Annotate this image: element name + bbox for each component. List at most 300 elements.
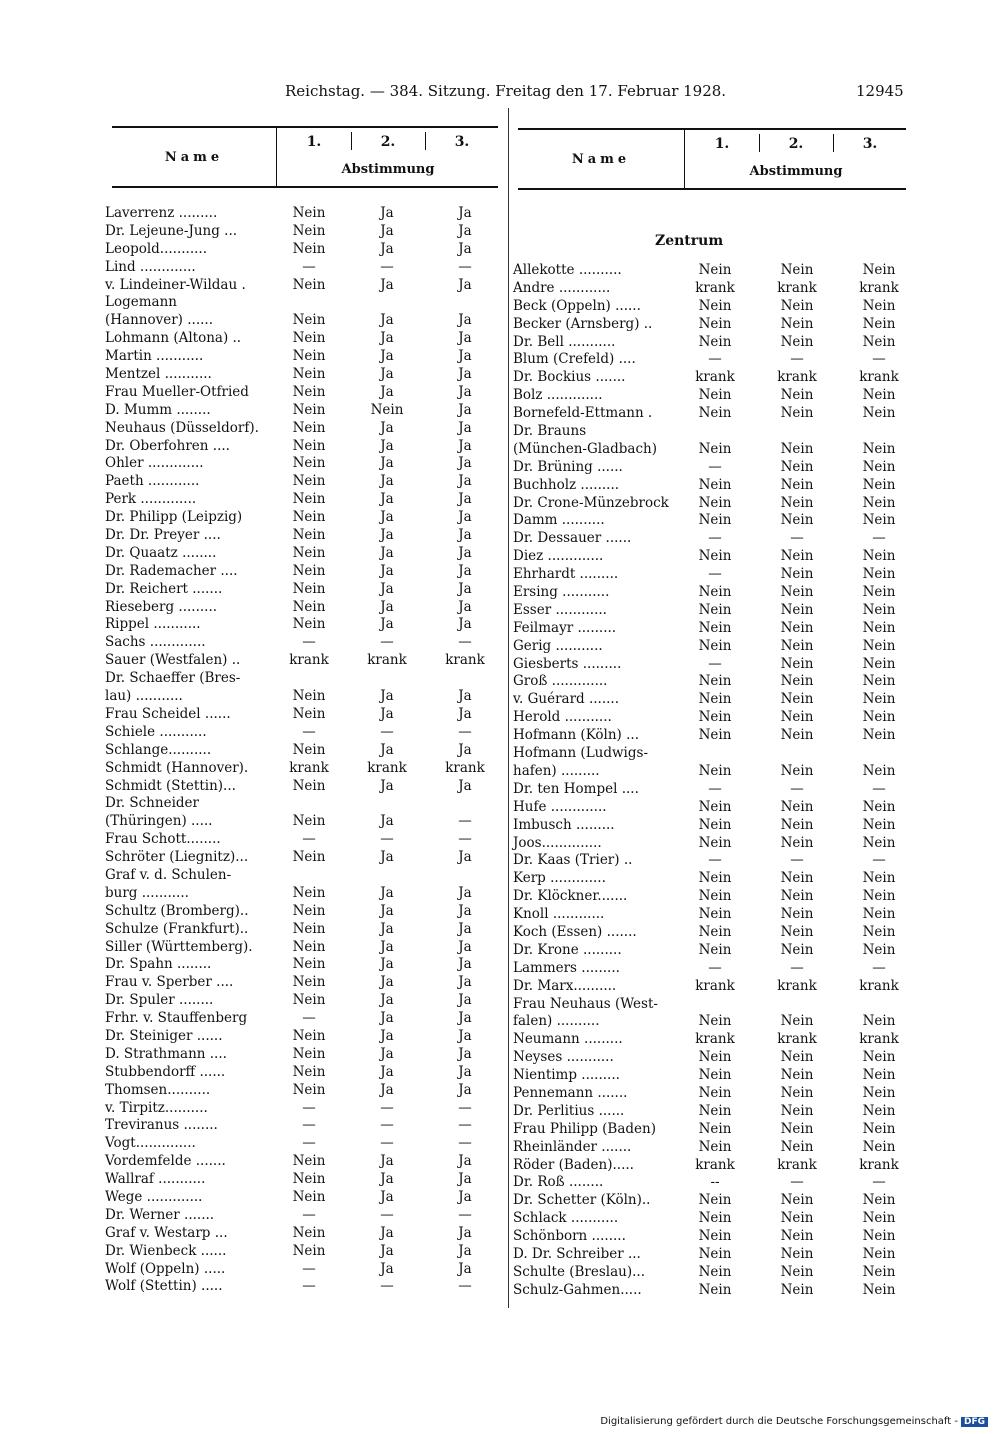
vote-3: Ja (458, 205, 472, 221)
member-name: Koch (Essen) ....... (513, 923, 637, 940)
vote-1: Nein (698, 262, 732, 278)
member-name: Dr. Kaas (Trier) .. (513, 852, 633, 869)
vote-1: Nein (292, 222, 326, 239)
table-row (105, 813, 505, 831)
table-row (513, 351, 913, 369)
vote-1: Nein (292, 1224, 326, 1241)
vote-2: Nein (780, 494, 814, 511)
member-name: Mentzel ........... (105, 366, 212, 383)
vote-2: krank (777, 279, 817, 296)
table-row (105, 1278, 505, 1296)
table-row (105, 903, 505, 921)
vote-2: Nein (780, 1228, 814, 1245)
vote-3: Ja (458, 956, 472, 973)
vote-3: Ja (458, 705, 472, 722)
member-name: Knoll ............ (513, 906, 605, 923)
vote-3: Nein (862, 1049, 896, 1066)
table-row (105, 974, 505, 992)
vote-1: Nein (698, 619, 732, 636)
vote-2: Nein (780, 476, 814, 493)
vote-1: Nein (292, 974, 326, 991)
vote-2: Ja (380, 348, 394, 365)
vote-2: Ja (380, 705, 394, 722)
vote-3: Nein (862, 673, 896, 690)
table-row (105, 1135, 505, 1153)
vote-2: Nein (780, 1138, 814, 1155)
vote-1: Nein (292, 902, 326, 919)
vote-1: Nein (698, 1281, 732, 1298)
table-row (105, 724, 505, 742)
table-row (513, 602, 913, 620)
member-name: Wallraf ........... (105, 1171, 206, 1188)
table-row (513, 334, 913, 352)
vote-2: Nein (780, 906, 814, 923)
table-row (105, 670, 505, 688)
table-row (513, 316, 913, 334)
member-name: Becker (Arnsberg) .. (513, 315, 653, 332)
table-row (513, 996, 913, 1014)
vote-2: Ja (380, 205, 394, 221)
column-divider (508, 108, 509, 1308)
vote-label: Abstimmung (749, 164, 843, 179)
vote-2: Ja (380, 741, 394, 758)
vote-3: Ja (458, 509, 472, 526)
table-row (105, 241, 505, 259)
vote-2: krank (367, 652, 407, 669)
member-name: (Thüringen) ..... (105, 813, 213, 830)
member-name: Neuhaus (Düsseldorf). (105, 419, 259, 436)
vote-1: Nein (698, 1049, 732, 1066)
table-row (105, 1082, 505, 1100)
vote-1: Nein (698, 798, 732, 815)
vote-3: Nein (862, 1281, 896, 1298)
member-name: Frau Scheidel ...... (105, 705, 231, 722)
table-row (105, 795, 505, 813)
vote-1: Nein (698, 494, 732, 511)
vote-3: Ja (458, 1010, 472, 1027)
vote-3: Nein (862, 333, 896, 350)
member-name: Pennemann ....... (513, 1084, 628, 1101)
vote-1: Nein (292, 688, 326, 705)
table-row (105, 455, 505, 473)
member-name: Röder (Baden)..... (513, 1156, 634, 1173)
vote-label: Abstimmung (341, 162, 435, 177)
table-row (105, 778, 505, 796)
vote-3: Ja (458, 884, 472, 901)
table-row (105, 205, 505, 223)
vote-3: Nein (862, 262, 896, 278)
table-row (105, 527, 505, 545)
vote-3: Ja (458, 222, 472, 239)
vote-1: Nein (292, 276, 326, 293)
vote-1: Nein (292, 938, 326, 955)
member-name: v. Guérard ....... (513, 691, 620, 708)
vote-2: Ja (380, 849, 394, 866)
vote-1: Nein (292, 705, 326, 722)
vote-1: Nein (292, 509, 326, 526)
vote-3: — (872, 852, 886, 869)
table-row (513, 978, 913, 996)
table-row (513, 369, 913, 387)
member-name: Schulte (Breslau)... (513, 1263, 645, 1280)
member-name: Groß ............. (513, 673, 608, 690)
member-name: Siller (Württemberg). (105, 938, 253, 955)
member-name: Ersing ........... (513, 584, 610, 601)
vote-3: Nein (862, 1210, 896, 1227)
table-row (513, 870, 913, 888)
vote-1: — (708, 852, 722, 869)
vote-2: Ja (380, 902, 394, 919)
member-name: Rippel ........... (105, 616, 201, 633)
vote-3: Ja (458, 366, 472, 383)
member-name: Dr. Werner ....... (105, 1206, 215, 1223)
vote-2: Nein (780, 1084, 814, 1101)
table-row (105, 473, 505, 491)
table-row (105, 921, 505, 939)
vote-3: Nein (862, 816, 896, 833)
member-name: Esser ............ (513, 601, 607, 618)
member-name: Ehrhardt ......... (513, 566, 619, 583)
member-name: Dr. Krone ......... (513, 941, 622, 958)
table-row (513, 673, 913, 691)
vote-2: Nein (780, 798, 814, 815)
vote-column-header (684, 130, 906, 188)
vote-1: Nein (698, 762, 732, 779)
member-name: Bolz ............. (513, 387, 603, 404)
table-row (105, 831, 505, 849)
member-name: Rieseberg ......... (105, 598, 218, 615)
table-row (105, 438, 505, 456)
table-row (513, 584, 913, 602)
member-name: v. Tirpitz.......... (105, 1099, 208, 1116)
vote-2: — (790, 530, 804, 547)
table-row (513, 1121, 913, 1139)
vote-3: Ja (458, 1063, 472, 1080)
table-row (105, 1028, 505, 1046)
member-name: Wolf (Oppeln) ..... (105, 1260, 226, 1277)
vote-3: Nein (862, 762, 896, 779)
member-name: Dr. Bockius ....... (513, 369, 626, 386)
vote-3: Nein (862, 1138, 896, 1155)
vote-1: krank (695, 977, 735, 994)
member-name: burg ........... (105, 884, 189, 901)
vote-2: Nein (780, 1210, 814, 1227)
vote-2: Nein (780, 1245, 814, 1262)
member-name: Schultz (Bromberg).. (105, 902, 249, 919)
vote-3: Nein (862, 297, 896, 314)
vote-3: Ja (458, 437, 472, 454)
table-row (105, 1189, 505, 1207)
vote-1: Nein (698, 1120, 732, 1137)
member-name: Rheinländer ....... (513, 1138, 632, 1155)
table-row (513, 1246, 913, 1264)
vote-1: krank (695, 1156, 735, 1173)
vote-3: Ja (458, 616, 472, 633)
vote-1: Nein (698, 637, 732, 654)
vote-3: Ja (458, 920, 472, 937)
vote-1: Nein (698, 923, 732, 940)
vote-3: — (458, 1278, 472, 1295)
vote-3: Nein (862, 691, 896, 708)
vote-2: Ja (380, 366, 394, 383)
member-name: Wege ............. (105, 1188, 203, 1205)
table-row (105, 1100, 505, 1118)
vote-2: — (790, 780, 804, 797)
vote-2: Nein (780, 1192, 814, 1209)
member-name: Allekotte .......... (513, 262, 622, 278)
vote-1: — (302, 634, 316, 651)
vote-2: — (790, 959, 804, 976)
vote-3: Ja (458, 741, 472, 758)
vote-3: Ja (458, 938, 472, 955)
table-row (513, 709, 913, 727)
member-name: Andre ............ (513, 279, 611, 296)
vote-2: — (380, 1099, 394, 1116)
table-row (105, 330, 505, 348)
right-table-header (518, 128, 906, 190)
vote-3: — (458, 831, 472, 848)
vote-2: Nein (370, 401, 404, 418)
member-name: Dr. Reichert ....... (105, 580, 223, 597)
table-row (513, 1157, 913, 1175)
table-row (513, 1103, 913, 1121)
member-name: Dr. Quaatz ........ (105, 544, 217, 561)
vote-3: — (872, 530, 886, 547)
member-name: Dr. Bell ........... (513, 333, 616, 350)
member-name: Dr. Crone-Münzebrock (513, 494, 669, 511)
vote-3: Nein (862, 923, 896, 940)
table-row (513, 495, 913, 513)
vote-2: Ja (380, 1260, 394, 1277)
vote-3: krank (859, 369, 899, 386)
vote-3: krank (445, 759, 485, 776)
vote-3: Ja (458, 1153, 472, 1170)
vote-1: Nein (698, 601, 732, 618)
vote-2: Nein (780, 619, 814, 636)
vote-3: Nein (862, 1245, 896, 1262)
vote-3: — (458, 258, 472, 275)
member-name: Graf v. d. Schulen- (105, 866, 232, 883)
member-name: Diez ............. (513, 548, 604, 565)
member-name: Giesberts ......... (513, 655, 622, 672)
table-row (105, 402, 505, 420)
table-row (513, 924, 913, 942)
member-name: Dr. Philipp (Leipzig) (105, 509, 243, 526)
table-row (513, 1210, 913, 1228)
vote-3: Ja (458, 974, 472, 991)
table-row (513, 1013, 913, 1031)
vote-3: Nein (862, 888, 896, 905)
vote-2: Nein (780, 655, 814, 672)
table-row (105, 939, 505, 957)
vote-3: Ja (458, 1224, 472, 1241)
vote-3: Nein (862, 458, 896, 475)
member-name: Lind ............. (105, 258, 196, 275)
table-row (513, 942, 913, 960)
vote-1: krank (695, 279, 735, 296)
table-row (513, 817, 913, 835)
vote-3: Ja (458, 401, 472, 418)
vote-2: Ja (380, 562, 394, 579)
table-row (513, 387, 913, 405)
table-row (105, 277, 505, 295)
vote-3: Ja (458, 348, 472, 365)
vote-1: — (708, 655, 722, 672)
member-name: Schmidt (Hannover). (105, 759, 249, 776)
vote-3: krank (859, 1031, 899, 1048)
member-name: Schlange.......... (105, 741, 212, 758)
member-name: (Hannover) ...... (105, 312, 213, 329)
vote-1: Nein (292, 383, 326, 400)
table-row (513, 656, 913, 674)
vote-3: Nein (862, 584, 896, 601)
member-name: Dr. Dr. Preyer .... (105, 527, 221, 544)
vote-1: Nein (292, 1045, 326, 1062)
vote-2: Nein (780, 512, 814, 529)
vote-3: Ja (458, 1045, 472, 1062)
member-name: Dr. Brauns (513, 423, 587, 440)
dfg-logo: DFG (961, 1417, 988, 1427)
table-row (513, 1228, 913, 1246)
vote-1: Nein (698, 673, 732, 690)
table-row (105, 1243, 505, 1261)
vote-1: — (302, 1278, 316, 1295)
vote-3: krank (859, 279, 899, 296)
table-row (513, 1139, 913, 1157)
table-row (513, 1031, 913, 1049)
member-name: Schönborn ........ (513, 1228, 626, 1245)
vote-2: Nein (780, 888, 814, 905)
vote-3: Nein (862, 619, 896, 636)
table-row (105, 1064, 505, 1082)
member-name: Dr. Schaeffer (Bres- (105, 670, 241, 687)
member-name: v. Lindeiner-Wildau . (105, 276, 246, 293)
vote-3: Nein (862, 1192, 896, 1209)
vote-3: — (458, 1135, 472, 1152)
vote-3: Nein (862, 476, 896, 493)
left-vote-list (105, 205, 505, 1296)
vote-1: Nein (292, 598, 326, 615)
vote-1: Nein (292, 1027, 326, 1044)
member-name: Frau Schott........ (105, 831, 221, 848)
vote-1: — (302, 1260, 316, 1277)
vote-1: Nein (698, 1067, 732, 1084)
vote-1: — (708, 351, 722, 368)
vote-3: — (458, 1117, 472, 1134)
party-heading: Zentrum (655, 233, 724, 249)
vote-3: Nein (862, 727, 896, 744)
member-name: D. Dr. Schreiber ... (513, 1245, 641, 1262)
vote-3: Ja (458, 598, 472, 615)
table-row (105, 1207, 505, 1225)
vote-2: Ja (380, 276, 394, 293)
vote-1: Nein (292, 348, 326, 365)
vote-2: Ja (380, 491, 394, 508)
table-row (513, 1264, 913, 1282)
vote-1: Nein (292, 1153, 326, 1170)
table-row (513, 280, 913, 298)
vote-1: Nein (698, 1102, 732, 1119)
vote-2: — (380, 1206, 394, 1223)
member-name: Frau Neuhaus (West- (513, 995, 658, 1012)
vote-3: — (872, 1174, 886, 1191)
vote-1: — (302, 831, 316, 848)
vote-2: Ja (380, 330, 394, 347)
vote-number-3: 3. (454, 134, 470, 150)
vote-2: — (790, 351, 804, 368)
vote-3: Ja (458, 544, 472, 561)
vote-3: Nein (862, 1263, 896, 1280)
vote-1: Nein (698, 333, 732, 350)
vote-2: — (380, 831, 394, 848)
vote-2: Ja (380, 455, 394, 472)
vote-1: Nein (292, 777, 326, 794)
table-row (105, 312, 505, 330)
vote-1: krank (289, 759, 329, 776)
vote-1: Nein (292, 884, 326, 901)
vote-1: — (708, 530, 722, 547)
vote-2: Nein (780, 405, 814, 422)
vote-1: Nein (698, 834, 732, 851)
vote-1: — (708, 780, 722, 797)
vote-1: Nein (698, 440, 732, 457)
vote-3: Ja (458, 1081, 472, 1098)
vote-1: Nein (292, 366, 326, 383)
vote-2: Nein (780, 297, 814, 314)
vote-3: Nein (862, 941, 896, 958)
vote-3: Nein (862, 1084, 896, 1101)
member-name: Frau v. Sperber .... (105, 974, 234, 991)
vote-1: — (708, 566, 722, 583)
member-name: Kerp ............. (513, 870, 606, 887)
vote-2: Nein (780, 387, 814, 404)
vote-number-2: 2. (380, 134, 396, 150)
vote-column-header (276, 128, 498, 186)
vote-1: — (302, 1117, 316, 1134)
member-name: Frhr. v. Stauffenberg (105, 1010, 248, 1027)
vote-2: Ja (380, 1081, 394, 1098)
table-row (513, 852, 913, 870)
vote-2: — (380, 258, 394, 275)
member-name: Hofmann (Ludwigs- (513, 745, 648, 762)
vote-3: — (458, 1099, 472, 1116)
table-row (105, 885, 505, 903)
vote-3: Ja (458, 777, 472, 794)
vote-3: — (872, 959, 886, 976)
vote-2: Ja (380, 616, 394, 633)
vote-2: — (380, 1278, 394, 1295)
table-row (105, 223, 505, 241)
vote-3: Ja (458, 1171, 472, 1188)
vote-1: Nein (698, 709, 732, 726)
table-row (513, 512, 913, 530)
vote-3: Nein (862, 709, 896, 726)
vote-2: Nein (780, 870, 814, 887)
table-row (513, 441, 913, 459)
vote-2: Ja (380, 1171, 394, 1188)
vote-1: Nein (698, 405, 732, 422)
member-name: Sachs ............. (105, 634, 206, 651)
vote-1: Nein (292, 491, 326, 508)
vote-1: Nein (292, 920, 326, 937)
vote-1: Nein (292, 562, 326, 579)
vote-3: Ja (458, 491, 472, 508)
left-table-header (112, 126, 498, 188)
table-row (513, 477, 913, 495)
vote-3: Nein (862, 566, 896, 583)
vote-2: Nein (780, 440, 814, 457)
vote-2: Ja (380, 222, 394, 239)
